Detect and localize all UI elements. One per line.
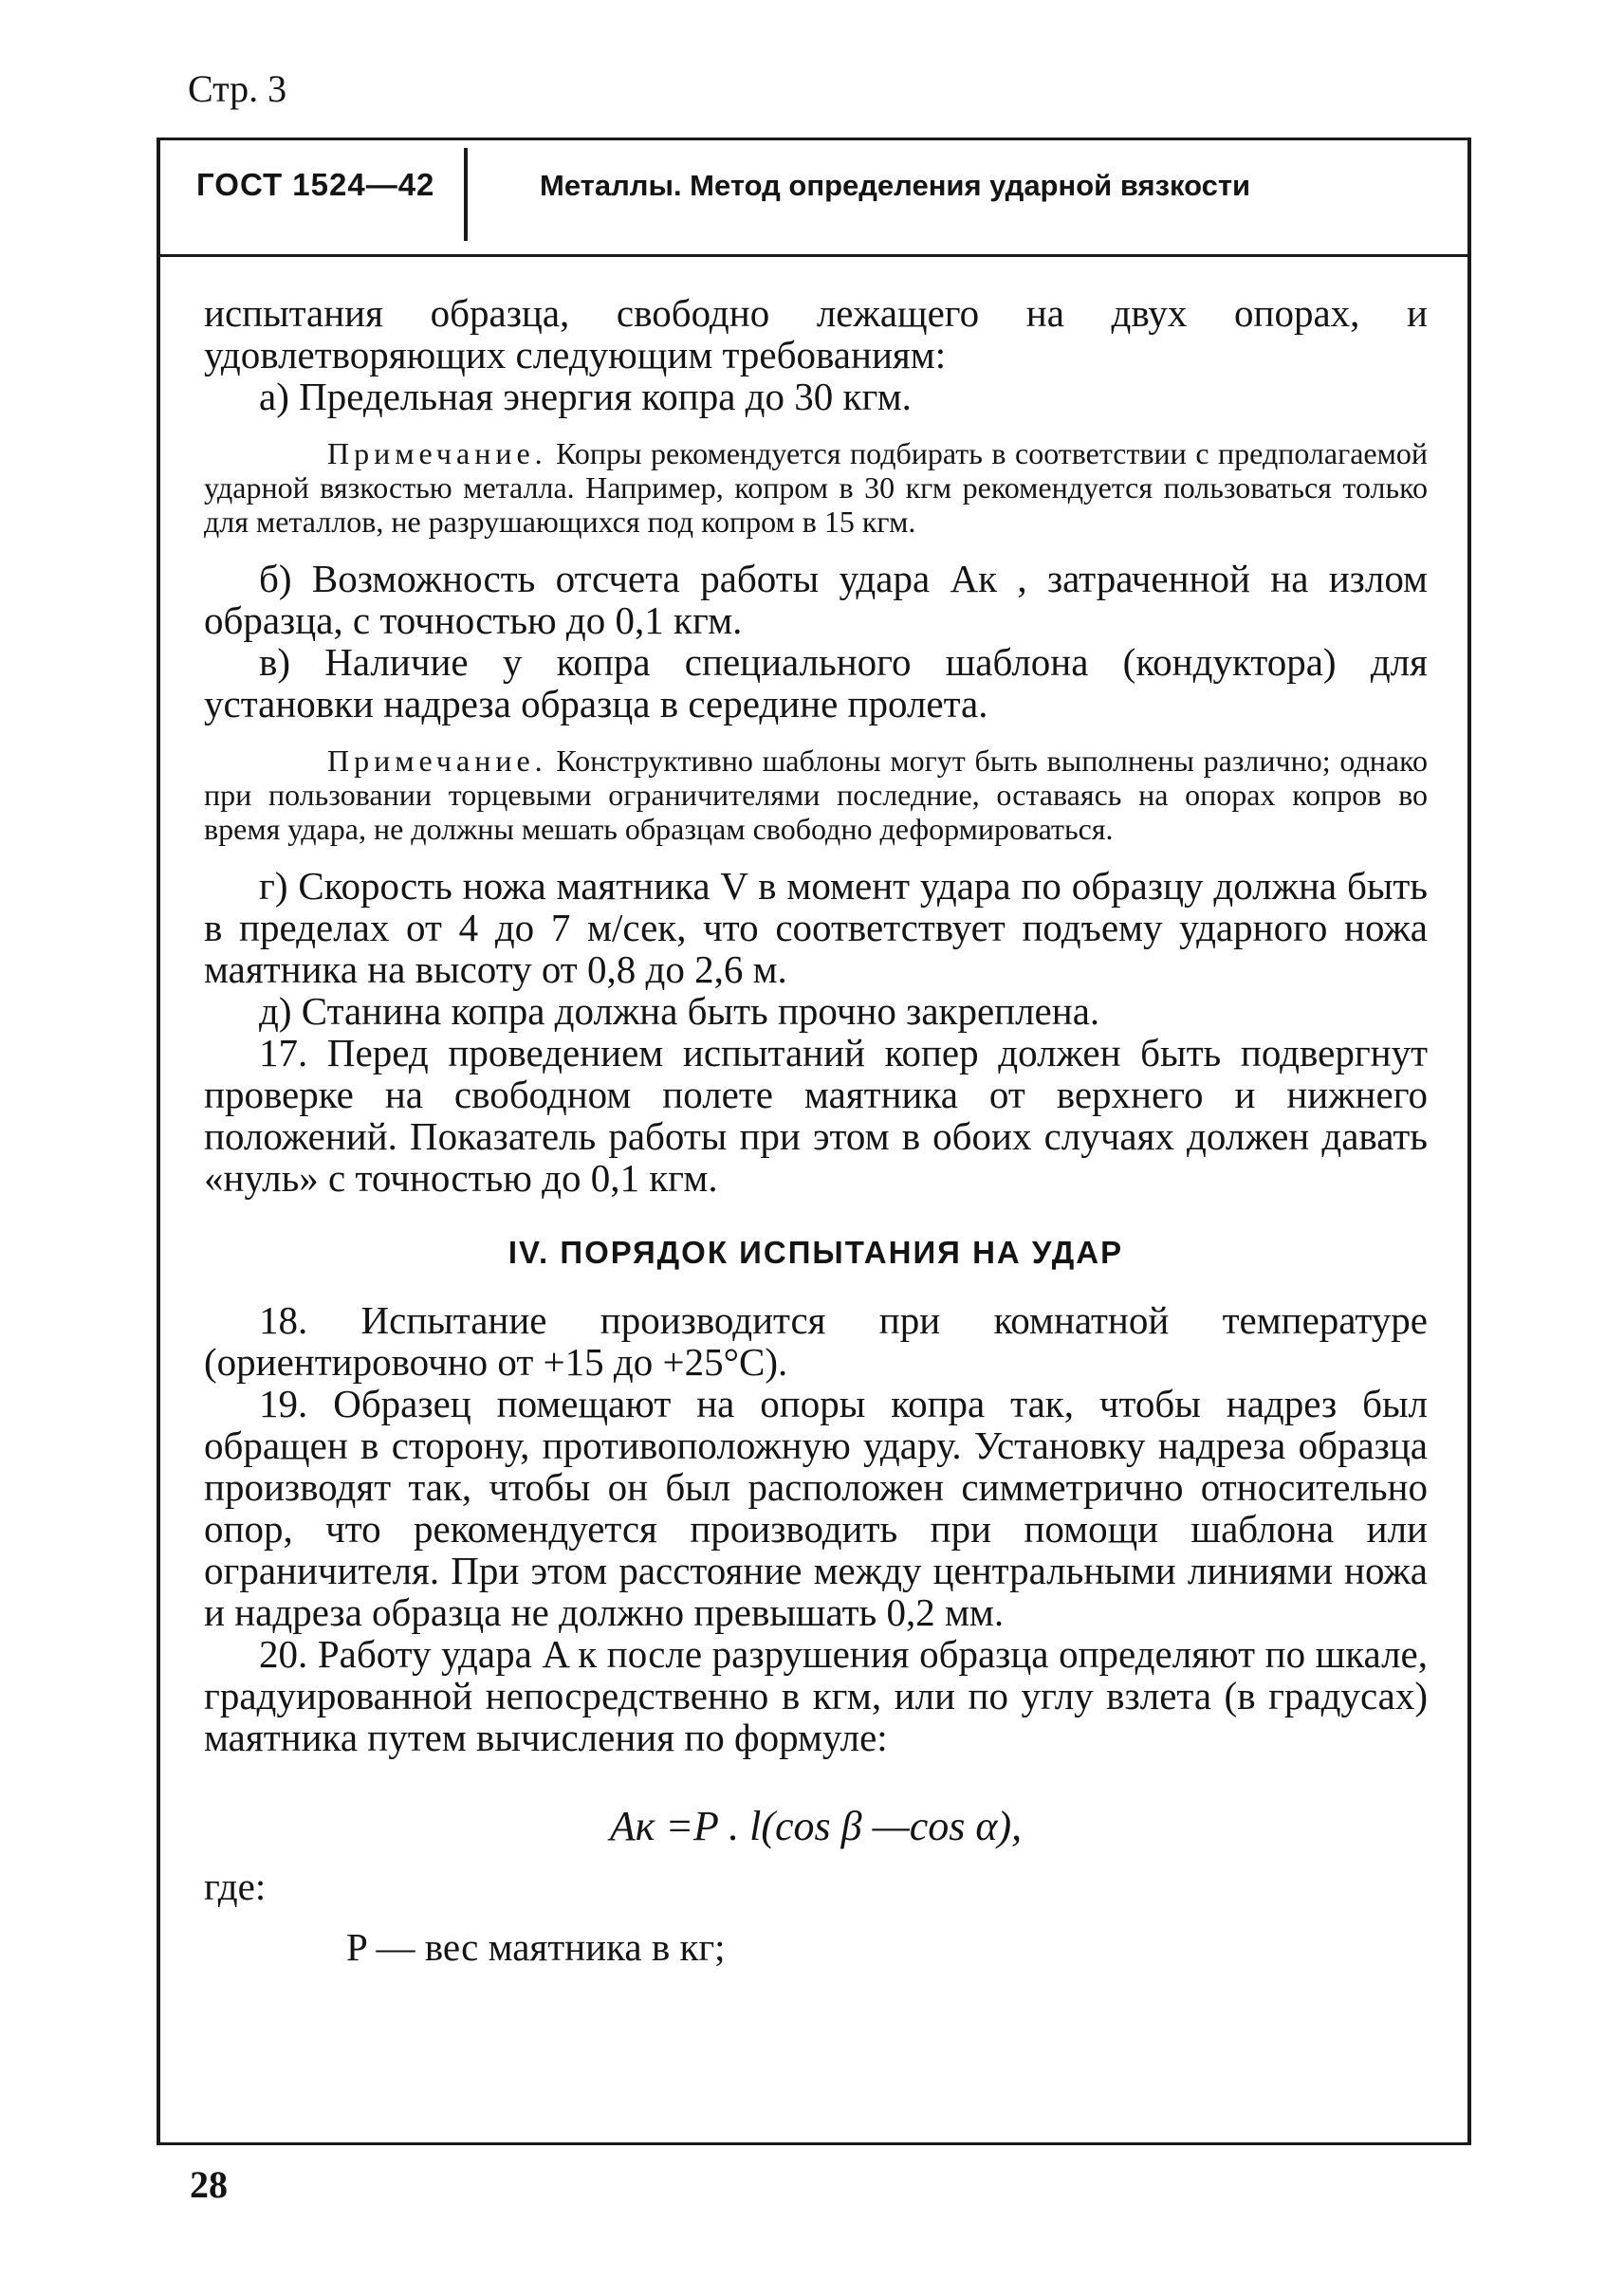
intro-paragraph: испытания образца, свободно лежащего на двух опорах, и удовлетворяющих следующим требованиям: (204, 291, 1428, 377)
paragraph-20: 20. Работу удара A к после разрушения образца определяют по шкале, градуированной непосредственно в кгм, или по углу взлета (в градусах) маятника путем вычисления по формуле: (204, 1632, 1428, 1759)
document-header (160, 140, 1467, 257)
requirement-b: б) Возможность отсчета работы удара Aк , затраченной на излом образца, с точностью до 0,1 кгм. (204, 557, 1428, 642)
requirement-g: г) Скорость ножа маятника V в момент удара по образцу должна быть в пределах от 4 до 7 м/сек, что соответствует подъему ударного ножа маятника на высоту от 0,8 до 2,6 м. (204, 864, 1428, 991)
paragraph-19: 19. Образец помещают на опоры копра так, чтобы надрез был обращен в сторону, противоположную удару. Установку надреза образца производят так, чтобы он был расположен симметрично относительно опор, что рекомендуется производить при помощи шаблона или ограничителя. При этом расстояние между центральными линиями ножа и надреза образца не должно превышать 0,2 мм. (204, 1382, 1428, 1634)
paragraph-17: 17. Перед проведением испытаний копер должен быть подвергнут проверке на свободном полете маятника от верхнего и нижнего положений. Показатель работы при этом в обоих случаях должен давать «нуль» с точностью до 0,1 кгм. (204, 1031, 1428, 1200)
formula: Aк =P . l(cos β —cos α), (609, 1803, 1023, 1849)
note-1 (204, 436, 1428, 539)
document-body (204, 292, 1428, 1970)
note-1-text: Копры рекомендуется подбирать в соответствии с предполагаемой ударной вязкостью металла. Например, копром в 30 кгм рекомендуется пользоваться только для металлов, не разрушающихся под копром в 15 кгм. (204, 436, 1428, 539)
document-title: Металлы. Метод определения ударной вязкости (540, 169, 1251, 202)
requirement-a: а) Предельная энергия копра до 30 кгм. (259, 375, 912, 418)
note-2 (204, 744, 1428, 846)
standard-number: ГОСТ 1524—42 (196, 167, 435, 202)
requirement-v: в) Наличие у копра специального шаблона (кондуктора) для установки надреза образца в середине пролета. (204, 640, 1428, 726)
paragraph-18: 18. Испытание производится при комнатной температуре (ориентировочно от +15 до +25°С). (204, 1298, 1428, 1384)
header-separator (464, 148, 468, 241)
note-2-text: Конструктивно шаблоны могут быть выполнены различно; однако при пользовании торцевыми ограничителями последние, оставаясь на опорах копров во время удара, не должны мешать образцам свободно деформироваться. (204, 744, 1428, 846)
note-1-label: Примечание. (327, 436, 547, 470)
where-label: где: (204, 1864, 267, 1908)
section-heading: IV. ПОРЯДОК ИСПЫТАНИЯ НА УДАР (508, 1235, 1124, 1270)
requirement-d: д) Станина копра должна быть прочно закреплена. (259, 989, 1100, 1033)
page-label: Стр. 3 (188, 67, 287, 110)
page-number: 28 (190, 2163, 228, 2206)
note-2-label: Примечание. (327, 744, 547, 778)
definition-p: P — вес маятника в кг; (346, 1925, 726, 1969)
document-frame (157, 138, 1471, 2145)
